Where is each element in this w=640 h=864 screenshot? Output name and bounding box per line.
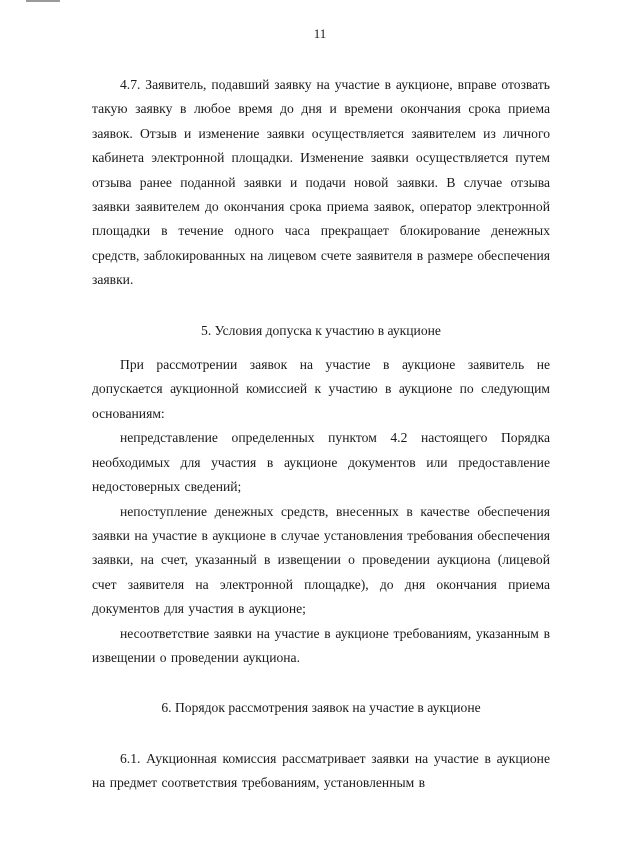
ground-item-1: непредставление определенных пунктом 4.2 настоящего Порядка необходимых для участия в аукционе документов или предоставление недостоверных сведений; — [92, 430, 550, 495]
ground-item-2: непоступление денежных средств, внесенных в качестве обеспечения заявки на участие в аукционе в случае установления требования обеспечения заявки, на счет, указанный в извещении о проведении аукциона (лицевой счет заявителя на электронной площадке), до дня окончания приема документов для участия в аукционе; — [92, 503, 550, 617]
document-body — [92, 73, 550, 796]
section-6-heading: 6. Порядок рассмотрения заявок на участие в аукционе — [161, 700, 481, 716]
ground-item-3: несоответствие заявки на участие в аукционе требованиям, указанным в извещении о проведении аукциона. — [92, 625, 550, 665]
clause-4-7: 4.7. Заявитель, подавший заявку на участие в аукционе, вправе отозвать такую заявку в любое время до дня и времени окончания срока приема заявок. Отзыв и изменение заявки осуществляется заявителем из личного кабинета электронной площадки. Изменение заявки осуществляется путем отзыва ранее поданной заявки и подачи новой заявки. В случае отзыва заявки заявителем до окончания срока приема заявок, оператор электронной площадки в течение одного часа прекращает блокирование денежных средств, заблокированных на лицевом счете заявителя в размере обеспечения заявки. — [92, 77, 550, 288]
clause-6-1: 6.1. Аукционная комиссия рассматривает заявки на участие в аукционе на предмет соответствия требованиям, установленным в — [92, 750, 550, 791]
section-5-heading: 5. Условия допуска к участию в аукционе — [201, 322, 441, 338]
scan-edge-mark — [26, 0, 60, 2]
section-5-intro: При рассмотрении заявок на участие в аукционе заявитель не допускается аукционной комиссией к участию в аукционе по следующим основаниям: — [92, 357, 550, 421]
page-number: 11 — [313, 26, 327, 41]
